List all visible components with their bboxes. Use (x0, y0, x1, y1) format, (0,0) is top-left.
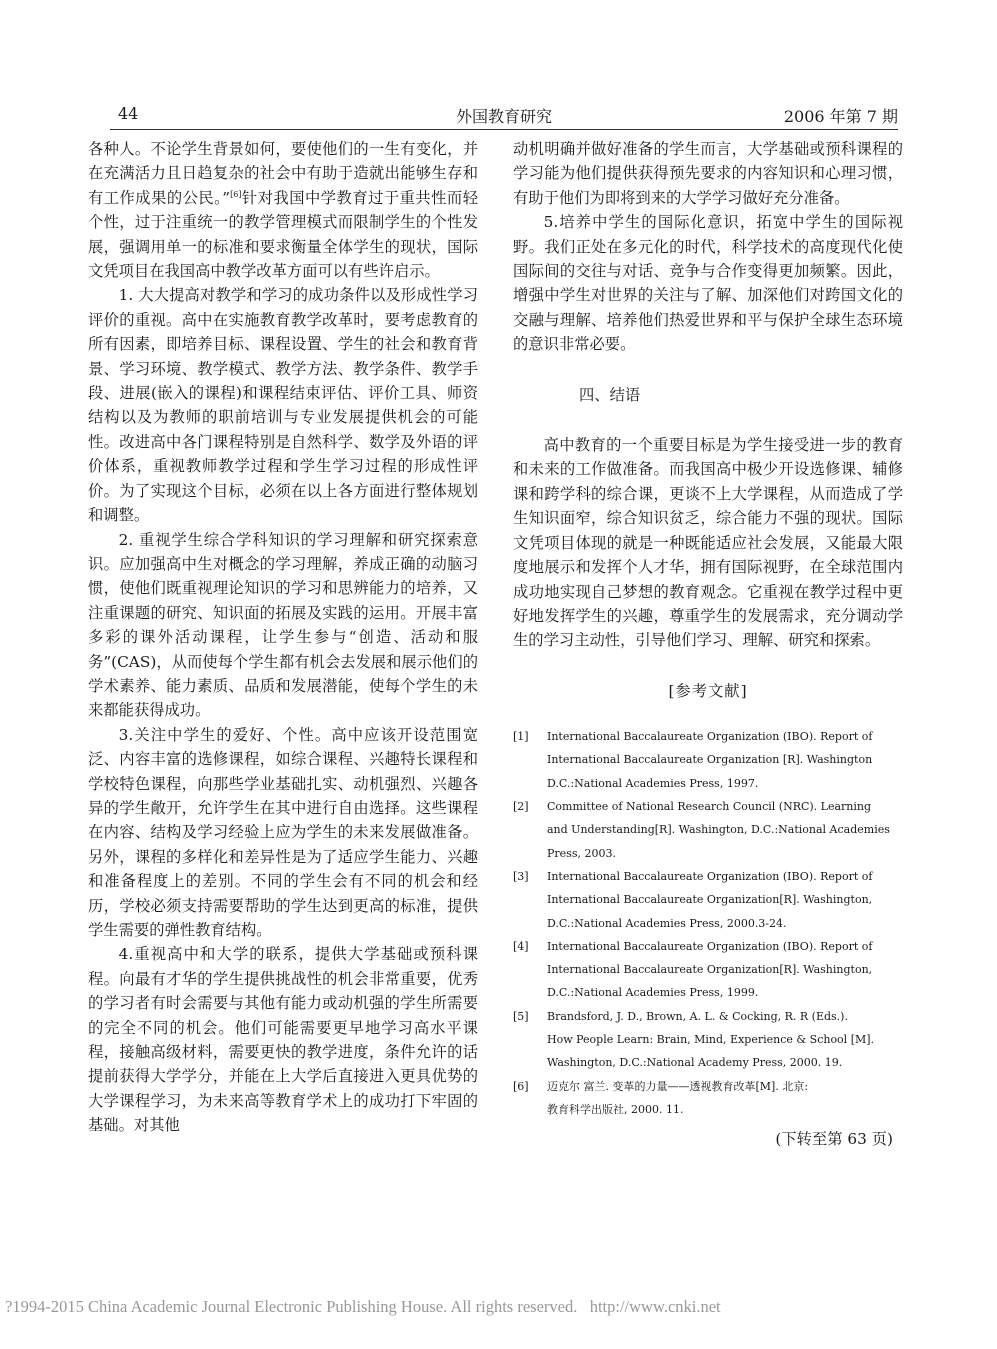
reference-text (547, 1005, 903, 1075)
paragraph: 高中教育的一个重要目标是为学生接受进一步的教育和未来的工作做准备。而我国高中极少开设选修课、辅修课和跨学科的综合课，更谈不上大学课程，从而造成了学生知识面窄，综合知识贫乏，综合能力不强的现状。国际文凭项目体现的就是一种既能适应社会发展，又能最大限度地展示和发挥个人才华，拥有国际视野，在全球范围内成功地实现自己梦想的教育观念。它重视在教学过程中更好地发挥学生的兴趣，尊重学生的发展需求，充分调动学生的学习主动性，引导他们学习、理解、研究和探索。 (513, 436, 903, 650)
reference-number: [6] (513, 1079, 529, 1093)
reference-item (513, 725, 903, 795)
reference-list (513, 725, 903, 1121)
paragraph (88, 137, 478, 283)
paragraph: 1. 大大提高对教学和学习的成功条件以及形成性学习评价的重视。高中在实施教育教学改革时，要考虑教育的所有因素，即培养目标、课程设置、学生的社会和教育背景、学习环境、教学模式、教学方法、教学条件、教学手段、进展(嵌入的课程)和课程结束评估、评价工具、师资结构以及为教师的职前培训与专业发展提供机会的可能性。改进高中各门课程特别是自然科学、数学及外语的评价体系，重视教师教学过程和学生学习过程的形成性评价。为了实现这个目标，必须在以上各方面进行整体规划和调整。 (88, 286, 478, 525)
reference-line: International Baccalaureate Organization (IBO). Report of (547, 939, 873, 953)
reference-line: International Baccalaureate Organization (IBO). Report of (547, 869, 873, 883)
reference-number: [3] (513, 869, 529, 883)
copyright-footer (5, 1297, 995, 1317)
reference-number: [4] (513, 939, 529, 953)
reference-item (513, 865, 903, 935)
reference-text (547, 865, 903, 935)
reference-line: How People Learn: Brain, Mind, Experience & School [M]. (547, 1032, 875, 1046)
reference-line: Brandsford, J. D., Brown, A. L. & Cocking, R. R (Eds.). (547, 1009, 848, 1023)
reference-line: Washington, D.C.:National Academy Press, 2000. 19. (547, 1056, 843, 1070)
reference-text (547, 795, 903, 865)
journal-title: 外国教育研究 (455, 107, 552, 126)
page-number: 44 (118, 104, 139, 123)
paragraph: 5.培养中学生的国际化意识，拓宽中学生的国际视野。我们正处在多元化的时代，科学技术的高度现代化使国际间的交往与对话、竞争与合作变得更加频繁。因此，增强中学生对世界的关注与了解、加深他们对跨国文化的交融与理解、培养他们热爱世界和平与保护全球生态环境的意识非常必要。 (513, 213, 903, 354)
reference-line: 迈克尔 富兰. 变革的力量——透视教育改革[M]. 北京: (547, 1079, 809, 1093)
paragraph: 3.关注中学生的爱好、个性。高中应该开设范围宽泛、内容丰富的选修课程，如综合课程、兴趣特长课程和学校特色课程，向那些学业基础扎实、动机强烈、兴趣各异的学生敞开，允许学生在其中进行自由选择。这些课程在内容、结构及学习经验上应为学生的未来发展做准备。另外，课程的多样化和差异性是为了适应学生能力、兴趣和准备程度上的差别。不同的学生会有不同的机会和经历，学校必须支持需要帮助的学生达到更高的标准，提供学生需要的弹性教育结构。 (88, 725, 478, 939)
reference-number: [5] (513, 1009, 529, 1023)
paragraph-text: 针对我国中学教育过于重共性而轻个性，过于注重统一的教学管理模式而限制学生的个性发展，强调用单一的标准和要求衡量全体学生的现状，国际文凭项目在我国高中教学改革方面可以有些许启示。 (88, 188, 478, 281)
paragraph: 2. 重视学生综合学科知识的学习理解和研究探索意识。应加强高中生对概念的学习理解，养成正确的动脑习惯，使他们既重视理论知识的学习和思辨能力的培养，又注重课题的研究、知识面的拓展及实践的运用。开展丰富多彩的课外活动课程，让学生参与“创造、活动和服务”(CAS)，从而使每个学生都有机会去发展和展示他们的学术素养、能力素质、品质和发展潜能，使每个学生的未来都能获得成功。 (88, 530, 478, 720)
reference-item (513, 795, 903, 865)
reference-text (547, 1075, 903, 1122)
paragraph-text: 各种人。不论学生背景如何，要使他们的一生有变化，并在充满活力且日趋复杂的社会中有助于造就出能够生存和有工作成果的公民。” (88, 140, 478, 207)
reference-line: International Baccalaureate Organization [R]. Washington (547, 753, 873, 767)
footer-url[interactable]: http://www.cnki.net (589, 1297, 721, 1316)
reference-number: [2] (513, 800, 529, 814)
copyright-text: ?1994-2015 China Academic Journal Electronic Publishing House. All rights reserved. (5, 1297, 578, 1316)
reference-line: D.C.:National Academies Press, 2000.3-24. (547, 916, 787, 930)
reference-number: [1] (513, 730, 529, 744)
reference-item (513, 1075, 903, 1122)
continued-note: (下转至第 63 页) (775, 1130, 893, 1149)
reference-line: International Baccalaureate Organization (IBO). Report of (547, 730, 873, 744)
header-rule (110, 129, 898, 130)
reference-line: D.C.:National Academies Press, 1999. (547, 986, 759, 1000)
section-heading: 四、结语 (579, 385, 641, 404)
reference-text (547, 725, 903, 795)
issue-label: 2006 年第 7 期 (783, 107, 898, 126)
reference-line: and Understanding[R]. Washington, D.C.:National Academies (547, 823, 890, 837)
references-title: [参考文献] (668, 681, 748, 700)
reference-line: Committee of National Research Council (NRC). Learning (547, 800, 872, 814)
left-column (88, 137, 478, 1138)
reference-line: 教育科学出版社, 2000. 11. (547, 1102, 684, 1116)
reference-line: D.C.:National Academies Press, 1997. (547, 776, 759, 790)
right-column (513, 137, 903, 1152)
reference-line: Press, 2003. (547, 846, 616, 860)
page-header (110, 100, 898, 130)
reference-line: International Baccalaureate Organization[R]. Washington, (547, 893, 873, 907)
reference-item (513, 935, 903, 1005)
reference-text (547, 935, 903, 1005)
paragraph: 动机明确并做好准备的学生而言，大学基础或预科课程的学习能为他们提供获得预先要求的内容知识和心理习惯，有助于他们为即将到来的大学学习做好充分准备。 (513, 140, 903, 207)
reference-item (513, 1005, 903, 1075)
paragraph: 4.重视高中和大学的联系，提供大学基础或预科课程。向最有才华的学生提供挑战性的机会非常重要，优秀的学习者有时会需要与其他有能力或动机强的学生所需要的完全不同的机会。他们可能需要更早地学习高水平课程，接触高级材料，需要更快的教学进度，条件允许的话提前获得大学学分，并能在上大学后直接进入更具优势的大学课程学习，为未来高等教育学术上的成功打下牢固的基础。对其他 (88, 945, 478, 1135)
citation-marker: [6] (230, 189, 242, 199)
reference-line: International Baccalaureate Organization[R]. Washington, (547, 963, 873, 977)
